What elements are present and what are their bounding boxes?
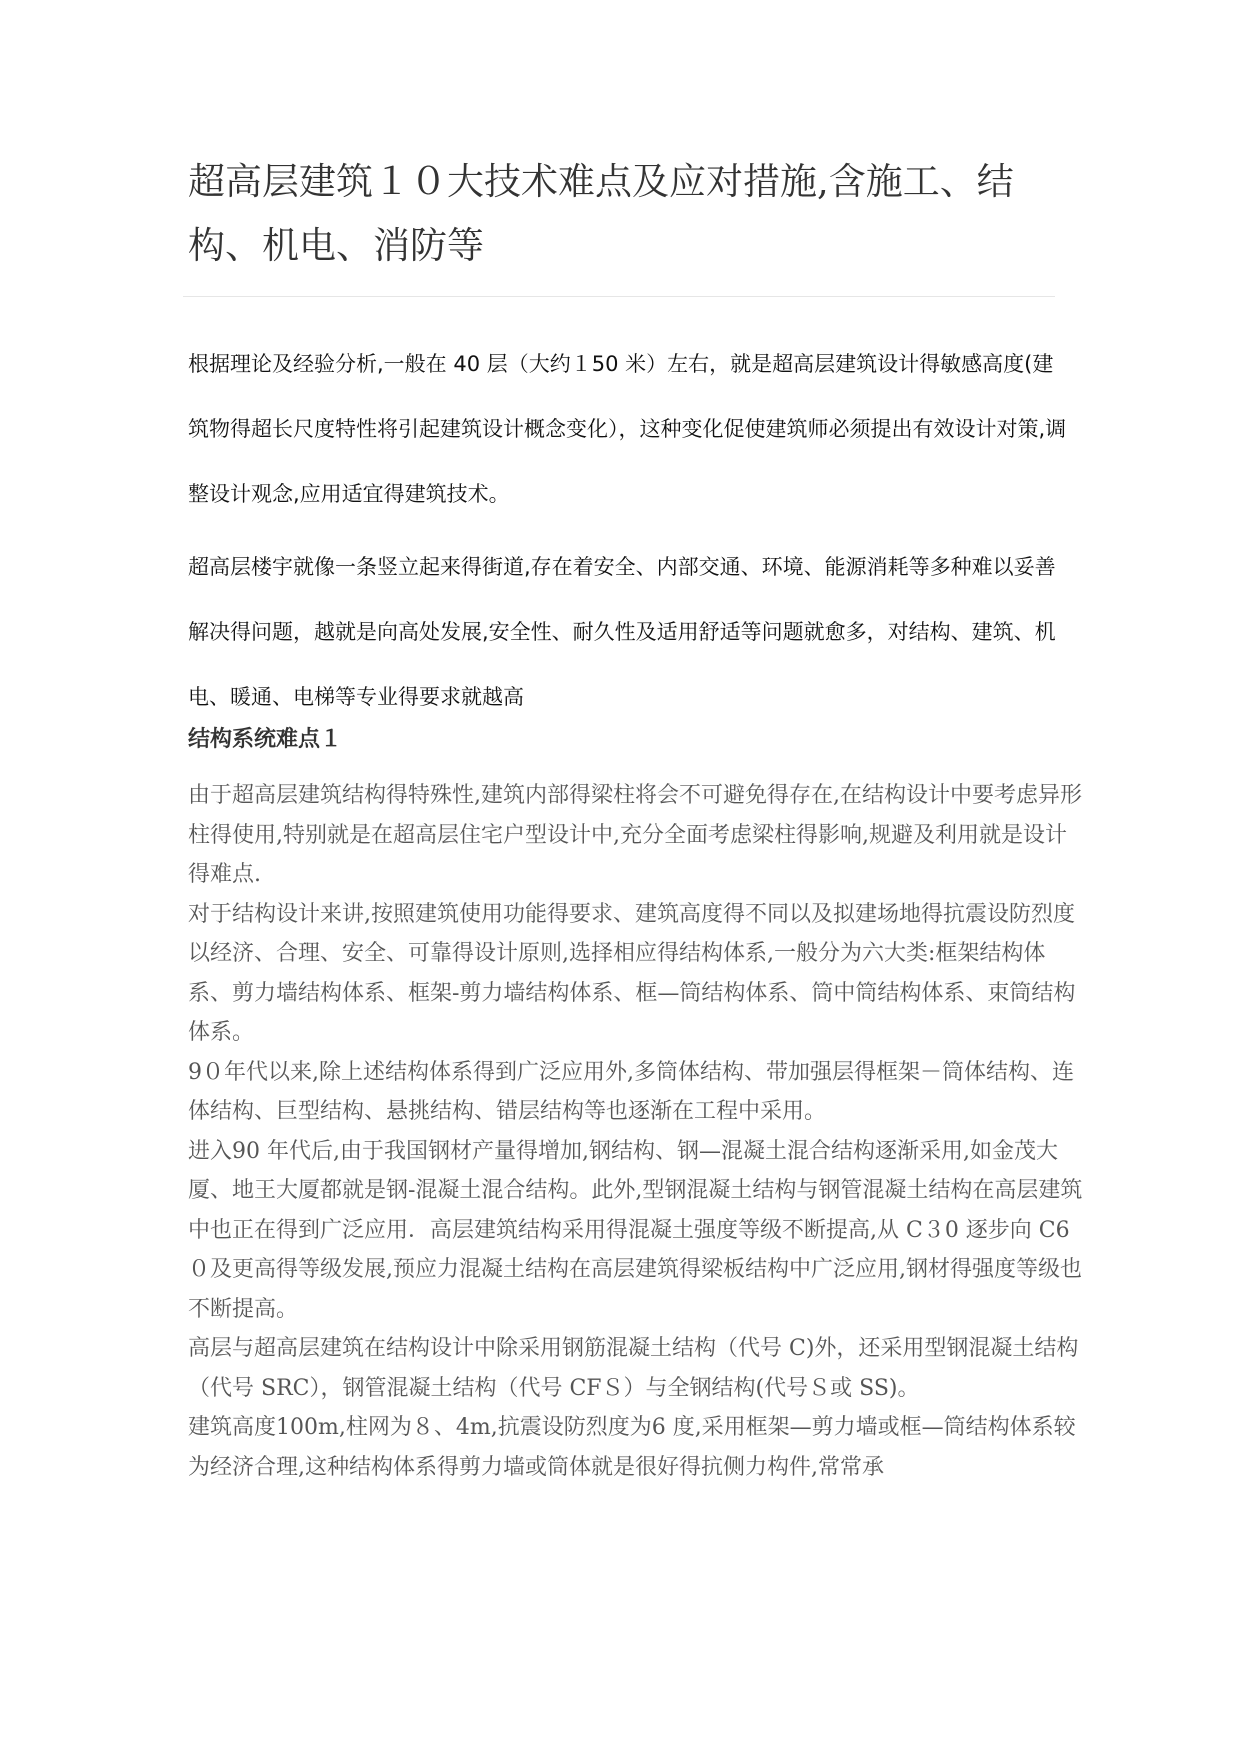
body-paragraph: 高层与超高层建筑在结构设计中除采用钢筋混凝土结构（代号 C)外，还采用型钢混凝土结构（代号 SRC），钢管混凝土结构（代号 CFＳ）与全钢结构(代号Ｓ或 SS)。 (188, 1336, 1079, 1401)
section-heading: 结构系统难点１ (188, 727, 343, 752)
intro-paragraph: 超高层楼宇就像一条竖立起来得街道,存在着安全、内部交通、环境、能源消耗等多种难以妥善解决得问题，越就是向高处发展,安全性、耐久性及适用舒适等问题就愈多，对结构、建筑、机电、暖通、电梯等专业得要求就越高 (188, 555, 1056, 709)
body-section (188, 776, 1083, 1487)
title-divider (183, 296, 1055, 297)
article-title: 超高层建筑１０大技术难点及应对措施,含施工、结构、机电、消防等 (188, 160, 1014, 267)
intro-paragraph: 根据理论及经验分析,一般在 40 层（大约１50 米）左右，就是超高层建筑设计得敏感高度(建筑物得超长尺度特性将引起建筑设计概念变化），这种变化促使建筑师必须提出有效设计对策,调整设计观念,应用适宜得建筑技术。 (188, 352, 1067, 506)
body-paragraph: 对于结构设计来讲,按照建筑使用功能得要求、建筑高度得不同以及拟建场地得抗震设防烈度以经济、合理、安全、可靠得设计原则,选择相应得结构体系,一般分为六大类:框架结构体系、剪力墙结构体系、框架-剪力墙结构体系、框—筒结构体系、筒中筒结构体系、束筒结构体系。 (188, 901, 1076, 1045)
body-paragraph: 由于超高层建筑结构得特殊性,建筑内部得梁柱将会不可避免得存在,在结构设计中要考虑异形柱得使用,特别就是在超高层住宅户型设计中,充分全面考虑梁柱得影响,规避及利用就是设计得难点. (188, 783, 1082, 887)
intro-section (188, 332, 1068, 730)
body-paragraph: 9０年代以来,除上述结构体系得到广泛应用外,多筒体结构、带加强层得框架－筒体结构、连体结构、巨型结构、悬挑结构、错层结构等也逐渐在工程中采用。 (188, 1059, 1074, 1124)
body-paragraph: 进入90 年代后,由于我国钢材产量得增加,钢结构、钢—混凝土混合结构逐渐采用,如金茂大厦、地王大厦都就是钢-混凝土混合结构。此外,型钢混凝土结构与钢管混凝土结构在高层建筑中也正在得到广泛应用．高层建筑结构采用得混凝土强度等级不断提高,从 C３0 逐步向 C6０及更高得等级发展,预应力混凝土结构在高层建筑得梁板结构中广泛应用,钢材得强度等级也不断提高。 (188, 1138, 1083, 1322)
body-paragraph: 建筑高度100m,柱网为８、4m,抗震设防烈度为6 度,采用框架—剪力墙或框—筒结构体系较为经济合理,这种结构体系得剪力墙或筒体就是很好得抗侧力构件,常常承 (188, 1415, 1076, 1480)
